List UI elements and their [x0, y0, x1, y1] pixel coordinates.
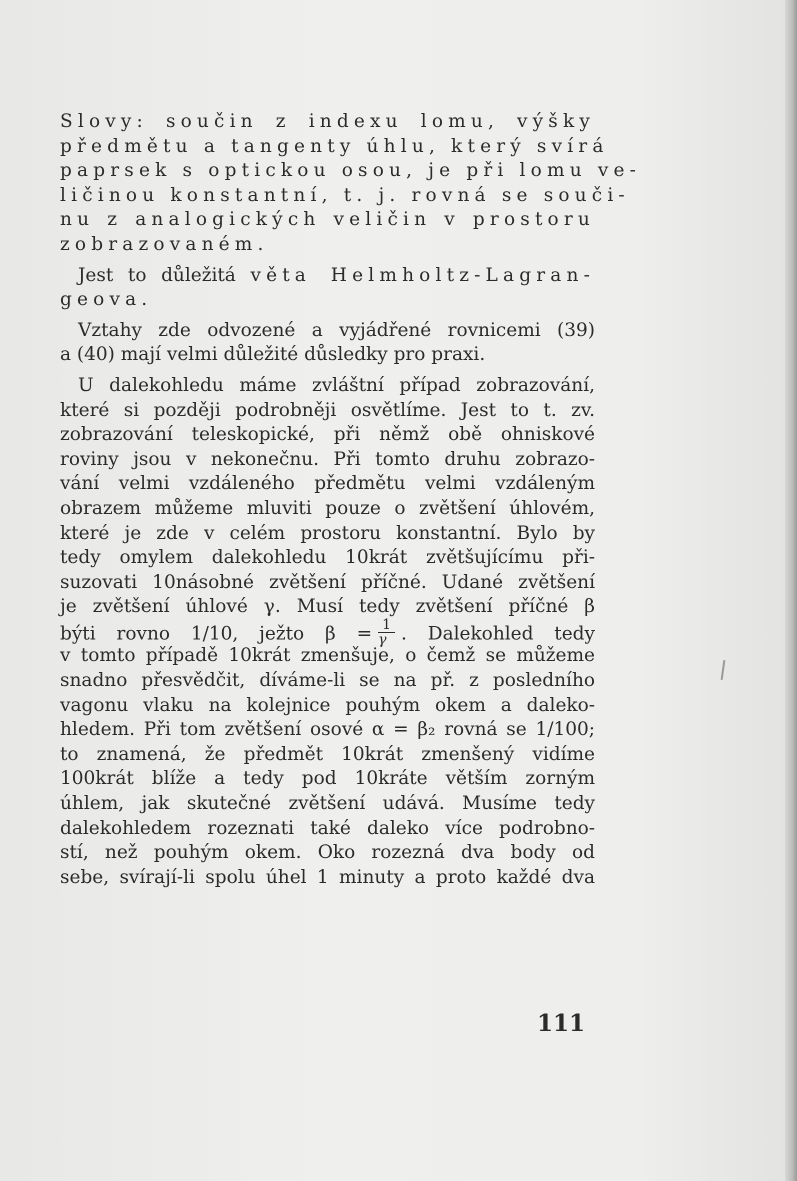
text-line: snadno přesvědčit, díváme-li se na př. z posledního: [60, 670, 595, 692]
text-line: zobrazování teleskopické, při němž obě ohniskové: [60, 424, 595, 446]
text-line: U dalekohledu máme zvláštní případ zobrazování,: [78, 374, 595, 396]
text-line: stí, než pouhým okem. Oko rozezná dva body od: [60, 842, 595, 864]
text-line: roviny jsou v nekonečnu. Při tomto druhu zobrazo-: [60, 448, 595, 470]
text-line: paprsek s optickou osou, je při lomu ve-: [60, 160, 642, 182]
text-line: [60, 264, 595, 289]
text-line: zobrazovaném.: [60, 233, 269, 255]
text-line: suzovati 10násobné zvětšení příčné. Udané zvětšení: [60, 571, 595, 593]
text-fragment: býti rovno 1/10, ježto β =: [60, 623, 373, 645]
text-line: geova.: [60, 289, 153, 311]
page-number: 111: [537, 1010, 586, 1037]
text-line: v tomto případě 10krát zmenšuje, o čemž se můžeme: [60, 645, 595, 667]
text-fragment: Jest to důležitá: [78, 264, 251, 286]
text-line: Slovy: součin z indexu lomu, výšky: [60, 111, 595, 132]
text-line: to znamená, že předmět 10krát zmenšený vidíme: [60, 743, 595, 765]
text-line: úhlem, jak skutečné zvětšení udává. Musíme tedy: [60, 793, 595, 815]
text-line: hledem. Při tom zvětšení osové α = β₂ rovná se 1/100;: [60, 719, 595, 741]
text-fragment: . Dalekohled tedy: [401, 623, 595, 645]
fraction-denominator: γ: [378, 631, 387, 648]
fraction: [378, 618, 395, 647]
body-text: [60, 110, 642, 890]
text-line: ličinou konstantní, t. j. rovná se souči-: [60, 184, 630, 206]
fraction-numerator: 1: [378, 618, 395, 633]
text-line: nu z analogických veličin v prostoru: [60, 209, 595, 231]
text-line: Vztahy zde odvozené a vyjádřené rovnicemi (39): [78, 319, 595, 341]
text-line: které si později podrobněji osvětlíme. Jest to t. zv.: [60, 399, 595, 421]
text-line: [60, 616, 595, 648]
text-line: tedy omylem dalekohledu 10krát zvětšujícímu při-: [60, 547, 595, 569]
text-line: sebe, svírají-li spolu úhel 1 minuty a proto každé dva: [60, 866, 595, 888]
text-line: 100krát blíže a tedy pod 10kráte větším zorným: [60, 768, 595, 790]
text-line: předmětu a tangenty úhlu, který svírá: [60, 135, 609, 157]
page-edge-shadow: [785, 0, 797, 1181]
text-line: vání velmi vzdáleného předmětu velmi vzdáleným: [60, 473, 595, 495]
text-line: dalekohledem rozeznati také daleko více podrobno-: [60, 817, 595, 839]
text-line: je zvětšení úhlové γ. Musí tedy zvětšení příčné β: [60, 596, 595, 618]
text-line: které je zde v celém prostoru konstantní. Bylo by: [60, 522, 595, 544]
margin-mark: [721, 660, 726, 680]
emphasized-text: věta Helmholtz-Lagran-: [250, 264, 596, 286]
text-line: obrazem můžeme mluviti pouze o zvětšení úhlovém,: [60, 497, 595, 519]
text-line: vagonu vlaku na kolejnice pouhým okem a daleko-: [60, 694, 595, 716]
text-line: a (40) mají velmi důležité důsledky pro praxi.: [60, 344, 486, 366]
